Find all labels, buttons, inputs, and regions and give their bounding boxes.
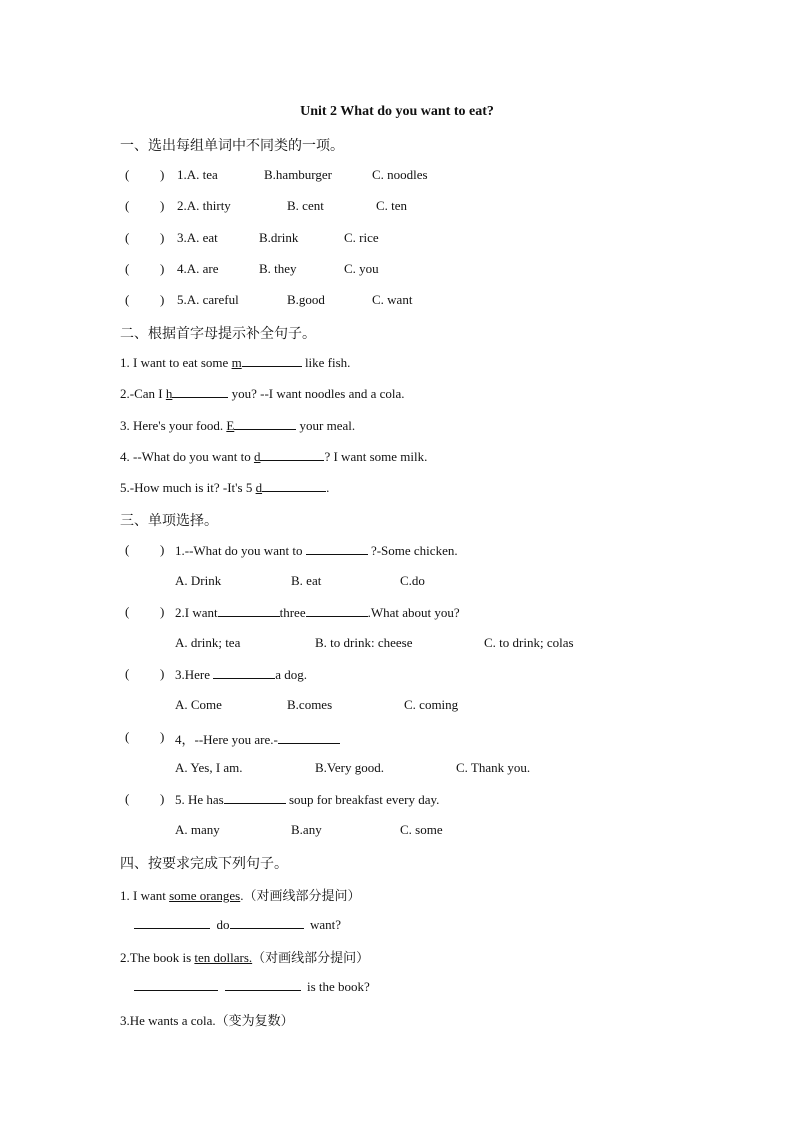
- page-title: Unit 2 What do you want to eat?: [300, 104, 494, 119]
- option-b: B.hamburger: [264, 167, 332, 182]
- option-c: C. ten: [376, 198, 408, 213]
- answer-bracket[interactable]: ( ): [125, 230, 165, 245]
- option-a: 2.A. thirty: [177, 198, 231, 213]
- option-c: C. you: [344, 261, 379, 276]
- option-c: C. noodles: [372, 167, 428, 182]
- answer-bracket[interactable]: ( ): [125, 198, 165, 213]
- answer-bracket[interactable]: ( ): [125, 292, 165, 307]
- option-a: 4.A. are: [177, 261, 219, 276]
- option-c: C. rice: [344, 230, 379, 245]
- hint-blank[interactable]: E: [226, 418, 296, 433]
- section-2-heading: 二、根据首字母提示补全句子。: [120, 326, 316, 342]
- worksheet-page: Unit 2 What do you want to eat? 一、选出每组单词中不同类的一项。 ( ) 1.A. tea B.hamburger C. noodles ( ) 2.A. thirty B. cent C. ten ( ) 3.A. eat B.drink C. rice ( ) 4.A. are B. they C. you ( ) 5.A. careful B.good C. want 二、根据首字母提示补全句子。 1. I want to eat some m like fish. 2.-Can I h you? --I want noodles and a cola. 3. Here's your food. E your meal. 4. --What do you want to d ? I want some milk. 5.-How much is it? -It's 5 d . 三、单项选择。 ( ) 1.--What do you want to ?-Some chicken. A. Drink B. eat C.do ( ) 2.I want three .What about you? A. drink; tea B. to drink: cheese C. to drink; colas ( ) 3.Here a dog. A. Come B.comes C. coming ( ) 4，--Here you are.- A. Yes, I am. B.Very good. C. Thank you. ( ) 5. He has soup for breakfast every day. A. many B.any C. some 四、按要求完成下列句子。 1. I want some oranges.（对画线部分提问） do want? 2.The book is ten dollars.（对画线部分提问） is the book? 3.He wants a cola.（变为复数）: [0, 0, 794, 1123]
- answer-blank[interactable]: [278, 731, 340, 744]
- section-4-heading: 四、按要求完成下列句子。: [120, 856, 288, 872]
- option-b: B.comes: [287, 697, 333, 712]
- option-b: B. they: [259, 261, 297, 276]
- section-3-heading: 三、单项选择。: [120, 513, 218, 529]
- option-a: A. Drink: [175, 573, 222, 588]
- answer-blank[interactable]: [218, 604, 280, 617]
- option-c: C. to drink; colas: [484, 635, 574, 650]
- part2-item: 4. --What do you want to d ? I want some milk.: [120, 449, 428, 464]
- answer-bracket[interactable]: ( ): [125, 261, 165, 276]
- option-a: 1.A. tea: [177, 167, 218, 182]
- answer-bracket[interactable]: ( ): [125, 666, 165, 681]
- part4-item: 3.He wants a cola.（变为复数）: [120, 1013, 294, 1028]
- answer-bracket[interactable]: ( ): [125, 542, 165, 557]
- part2-item: 3. Here's your food. E your meal.: [120, 418, 356, 433]
- option-b: B.drink: [259, 230, 299, 245]
- option-b: B.Very good.: [315, 760, 384, 775]
- option-a: A. drink; tea: [175, 635, 241, 650]
- answer-bracket[interactable]: ( ): [125, 791, 165, 806]
- answer-bracket[interactable]: ( ): [125, 604, 165, 619]
- part2-item: 2.-Can I h you? --I want noodles and a cola.: [120, 386, 405, 401]
- option-c: C. coming: [404, 697, 459, 712]
- answer-blank[interactable]: [224, 791, 286, 804]
- part2-item: 1. I want to eat some m like fish.: [120, 355, 351, 370]
- option-c: C. want: [372, 292, 413, 307]
- answer-blank[interactable]: [134, 978, 218, 991]
- hint-blank[interactable]: m: [232, 355, 302, 370]
- option-b: B.good: [287, 292, 325, 307]
- option-a: 3.A. eat: [177, 230, 218, 245]
- option-b: B. cent: [287, 198, 324, 213]
- option-c: C. some: [400, 822, 443, 837]
- option-b: B. eat: [291, 573, 322, 588]
- answer-blank[interactable]: [134, 916, 210, 929]
- part4-answer-line: is the book?: [134, 978, 370, 995]
- part4-item: 1. I want some oranges.（对画线部分提问）: [120, 888, 361, 903]
- hint-blank[interactable]: d: [254, 449, 325, 464]
- hint-blank[interactable]: h: [166, 386, 229, 401]
- option-c: C. Thank you.: [456, 760, 531, 775]
- option-a: A. Yes, I am.: [175, 760, 243, 775]
- option-c: C.do: [400, 573, 425, 588]
- answer-bracket[interactable]: ( ): [125, 167, 165, 182]
- answer-blank[interactable]: [306, 542, 368, 555]
- option-a: A. many: [175, 822, 220, 837]
- answer-bracket[interactable]: ( ): [125, 729, 165, 744]
- underlined-phrase: some oranges: [169, 888, 241, 903]
- option-b: B.any: [291, 822, 322, 837]
- part4-item: 2.The book is ten dollars.（对画线部分提问）: [120, 950, 370, 965]
- option-a: 5.A. careful: [177, 292, 239, 307]
- underlined-phrase: ten dollars.: [194, 950, 253, 965]
- answer-blank[interactable]: [306, 604, 368, 617]
- option-a: A. Come: [175, 697, 222, 712]
- hint-blank[interactable]: d: [256, 480, 327, 495]
- option-b: B. to drink: cheese: [315, 635, 413, 650]
- part2-item: 5.-How much is it? -It's 5 d .: [120, 480, 330, 495]
- section-1-heading: 一、选出每组单词中不同类的一项。: [120, 138, 344, 154]
- answer-blank[interactable]: [213, 666, 275, 679]
- answer-blank[interactable]: [230, 916, 304, 929]
- answer-blank[interactable]: [225, 978, 301, 991]
- part4-answer-line: do want?: [134, 916, 341, 933]
